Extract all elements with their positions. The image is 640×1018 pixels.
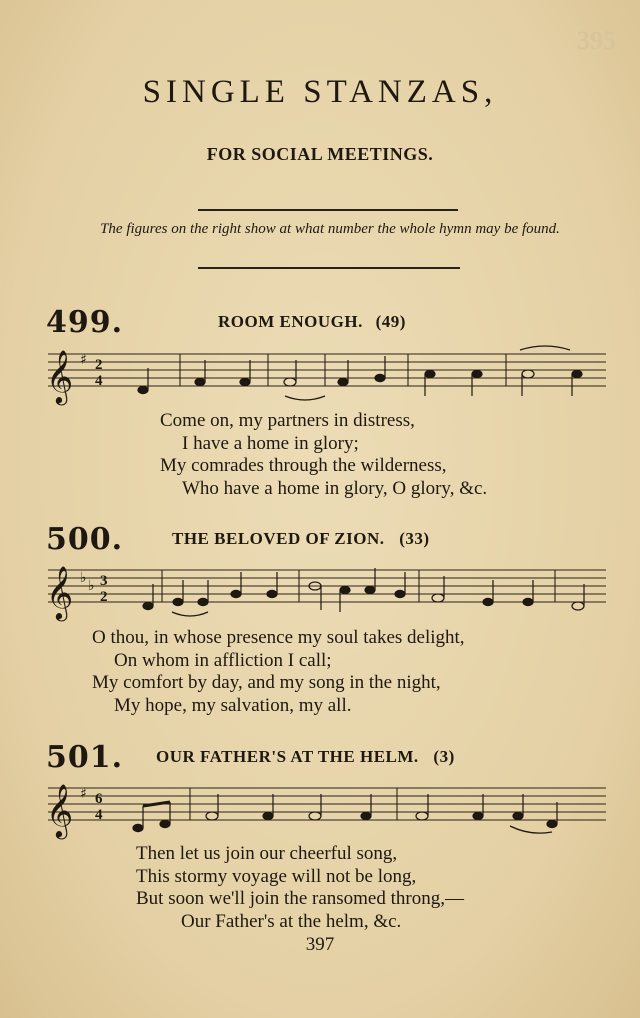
svg-text:3: 3	[100, 573, 108, 589]
page-number: 397	[305, 934, 335, 955]
svg-text:𝄞: 𝄞	[46, 565, 74, 619]
bleed-through-page-number: 395	[577, 26, 616, 55]
verse-line: Our Father's at the helm, &c.	[181, 910, 402, 932]
hymn-title-text: OUR FATHER'S AT THE HELM.	[156, 747, 419, 766]
svg-text:𝄞: 𝄞	[46, 783, 74, 837]
svg-text:4: 4	[95, 807, 103, 823]
hymn-number: 500.	[46, 522, 124, 557]
verse-line: On whom in affliction I call;	[114, 649, 332, 671]
svg-text:♯: ♯	[80, 786, 87, 802]
verse-line: Who have a home in glory, O glory, &c.	[182, 477, 488, 499]
music-staff	[40, 558, 610, 628]
verse-line: This stormy voyage will not be long,	[136, 865, 417, 887]
hymn-title	[156, 747, 455, 767]
page-subtitle: FOR SOCIAL MEETINGS.	[206, 144, 434, 164]
verse-line: My comrades through the wilderness,	[160, 455, 447, 476]
music-staff	[40, 342, 610, 412]
verse-line: O thou, in whose presence my soul takes delight,	[92, 627, 465, 648]
hymn-verse	[92, 627, 465, 717]
svg-text:6: 6	[95, 791, 103, 807]
hymn-title	[218, 312, 406, 332]
verse-line: Then let us join our cheerful song,	[136, 843, 398, 864]
verse-line: Come on, my partners in distress,	[160, 410, 415, 431]
hymn-verse	[136, 843, 464, 933]
music-staff	[40, 776, 610, 846]
svg-text:2: 2	[100, 589, 108, 605]
svg-text:♯: ♯	[80, 352, 87, 368]
svg-text:♭: ♭	[88, 578, 95, 594]
hymn-title-text: ROOM ENOUGH.	[218, 312, 363, 331]
verse-line: I have a home in glory;	[182, 432, 359, 454]
svg-text:♭: ♭	[80, 570, 87, 586]
hymn-title	[172, 529, 430, 549]
hymn-verse	[160, 410, 487, 500]
hymn-number: 499.	[46, 305, 124, 340]
hymn-number: 501.	[46, 740, 124, 775]
hymn-title-text: THE BELOVED OF ZION.	[172, 529, 385, 548]
top-rule	[198, 209, 458, 211]
svg-text:4: 4	[95, 373, 103, 389]
hymn-reference: (33)	[399, 529, 430, 548]
hymn-reference: (3)	[433, 747, 455, 766]
page-title: SINGLE STANZAS,	[142, 74, 498, 110]
verse-line: My comfort by day, and my song in the night,	[92, 672, 441, 693]
svg-text:𝄞: 𝄞	[46, 349, 74, 403]
editorial-note: The figures on the right show at what number the whole hymn may be found.	[100, 221, 560, 237]
hymn-reference: (49)	[375, 312, 406, 331]
verse-line: My hope, my salvation, my all.	[114, 694, 352, 716]
bottom-rule	[198, 267, 460, 269]
verse-line: But soon we'll join the ransomed throng,—	[136, 888, 464, 909]
svg-text:2: 2	[95, 357, 103, 373]
